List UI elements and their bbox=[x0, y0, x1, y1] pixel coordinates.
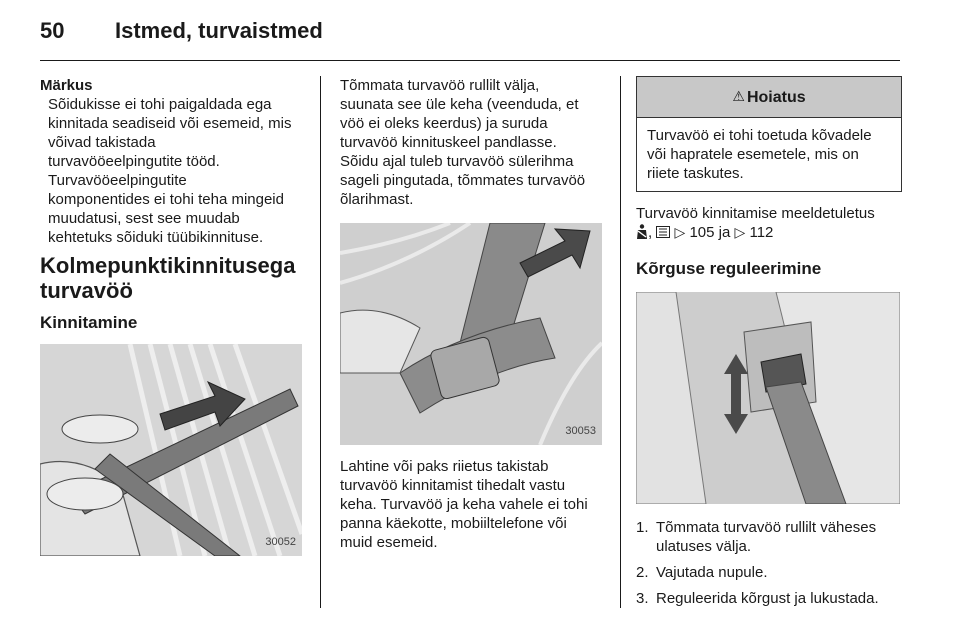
header-rule bbox=[40, 60, 900, 61]
note-line: Sõidukisse ei tohi paigaldada ega bbox=[48, 96, 272, 113]
step-item bbox=[636, 589, 902, 608]
text-line: suunata see üle keha (veenduda, et bbox=[340, 96, 579, 113]
figure-lap-belt bbox=[340, 223, 602, 445]
figure-label: 30053 bbox=[565, 425, 596, 437]
text-line: Sõidu ajal tuleb turvavöö sülerihma bbox=[340, 153, 574, 170]
section-heading-line: Kolmepunktikinnitusega bbox=[40, 253, 296, 278]
reminder-refs bbox=[636, 223, 902, 243]
seatbelt-icon bbox=[636, 224, 648, 239]
lap-belt-illustration bbox=[340, 223, 602, 445]
column-divider-2 bbox=[620, 76, 621, 608]
step-line: Reguleerida kõrgust ja lukustada. bbox=[656, 590, 879, 607]
ref-arrow-icon: ▷ bbox=[674, 225, 686, 241]
step-number: 2. bbox=[636, 564, 649, 581]
step-text bbox=[656, 518, 876, 556]
step-number: 1. bbox=[636, 519, 649, 536]
note-line: muudatusi, sest see muudab bbox=[48, 210, 240, 227]
page-header bbox=[0, 0, 960, 60]
text-line: panna käekotte, mobiiltelefone või bbox=[340, 515, 567, 532]
warning-line: riiete taskutes. bbox=[647, 165, 744, 182]
warning-header bbox=[637, 77, 901, 118]
note-line: kehtetuks sõiduki tüübikinnituse. bbox=[48, 229, 264, 246]
note-line: kinnitada seadiseid või esemeid, mis bbox=[48, 115, 292, 132]
page-number: 50 bbox=[40, 18, 65, 43]
warning-box bbox=[636, 76, 902, 192]
column-divider-1 bbox=[320, 76, 321, 608]
warning-icon: ⚠ bbox=[732, 88, 745, 105]
paragraph-clothing bbox=[340, 457, 610, 552]
paragraph-fastening bbox=[340, 76, 610, 209]
note-line: turvavööeelpingutite tööd. bbox=[48, 153, 220, 170]
step-line: Vajutada nupule. bbox=[656, 564, 768, 581]
warning-line: või hapratele esemetele, mis on bbox=[647, 146, 859, 163]
text-line: Lahtine või paks riietus takistab bbox=[340, 458, 549, 475]
step-line: ulatuses välja. bbox=[656, 538, 752, 555]
text-line: sageli pingutada, tõmmates turvavöö bbox=[340, 172, 586, 189]
height-adjust-heading: Kõrguse reguleerimine bbox=[636, 259, 822, 278]
step-line: Tõmmata turvavöö rullilt väheses bbox=[656, 519, 877, 536]
column-1 bbox=[40, 76, 308, 556]
text-line: vöö ei oleks keerdus) ja suruda bbox=[340, 115, 548, 132]
page-title: Istmed, turvaistmed bbox=[115, 18, 323, 43]
separator: , bbox=[648, 224, 653, 241]
text-line: õlarihmast. bbox=[340, 191, 414, 208]
page-ref[interactable]: 105 bbox=[689, 224, 715, 241]
note-line: võivad takistada bbox=[48, 134, 156, 151]
figure-label: 30052 bbox=[265, 536, 296, 548]
figure-height-adjust bbox=[636, 292, 900, 504]
text-line: turvavöö kinnituskeel pandlasse. bbox=[340, 134, 557, 151]
section-heading bbox=[40, 253, 308, 303]
fastening-illustration bbox=[40, 344, 302, 556]
height-adjust-illustration bbox=[636, 292, 900, 504]
step-item bbox=[636, 563, 902, 582]
note-block bbox=[40, 76, 308, 247]
note-line: Turvavööeelpingutite bbox=[48, 172, 187, 189]
display-icon bbox=[656, 226, 670, 238]
warning-title: Hoiatus bbox=[746, 88, 806, 106]
note-title: Märkus bbox=[40, 77, 93, 94]
figure-fastening-belt bbox=[40, 344, 302, 556]
reminder-block bbox=[636, 204, 902, 243]
ref-conjunction: ja bbox=[718, 224, 731, 241]
page-ref[interactable]: 112 bbox=[749, 224, 774, 241]
warning-line: Turvavöö ei tohi toetuda kõvadele bbox=[647, 127, 872, 144]
text-line: turvavöö kinnitamist tihedalt vastu bbox=[340, 477, 566, 494]
text-line: Tõmmata turvavöö rullilt välja, bbox=[340, 77, 540, 94]
subheading-fastening: Kinnitamine bbox=[40, 313, 138, 332]
text-line: keha. Turvavöö ja keha vahele ei tohi bbox=[340, 496, 588, 513]
steps-list bbox=[636, 518, 902, 608]
note-line: komponentides ei tohi teha mingeid bbox=[48, 191, 284, 208]
warning-body bbox=[637, 118, 901, 191]
column-3 bbox=[636, 76, 902, 615]
note-body bbox=[40, 95, 308, 247]
section-heading-line: turvavöö bbox=[40, 278, 133, 303]
ref-arrow-icon: ▷ bbox=[734, 225, 746, 241]
reminder-text: Turvavöö kinnitamise meeldetuletus bbox=[636, 205, 875, 222]
step-number: 3. bbox=[636, 590, 649, 607]
text-line: muid esemeid. bbox=[340, 534, 438, 551]
column-2 bbox=[340, 76, 610, 552]
step-item bbox=[636, 518, 902, 556]
